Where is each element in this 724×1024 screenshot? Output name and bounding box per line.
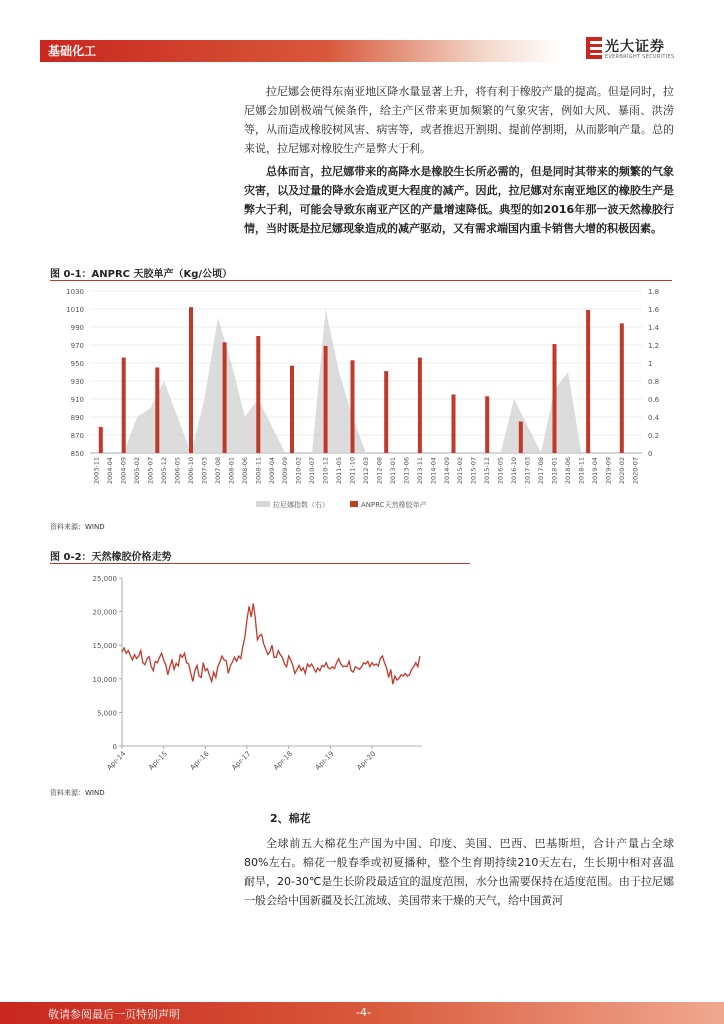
y-tick-label: 5,000 (96, 709, 117, 718)
yield-bar (324, 346, 328, 453)
yield-bar (99, 427, 103, 453)
section-heading-cotton: 2、棉花 (270, 812, 311, 825)
x-tick-label: 2015-07 (469, 457, 478, 485)
x-tick-label: 2018-06 (563, 457, 572, 485)
header-bar (40, 40, 560, 62)
x-tick-label: 2014-04 (429, 457, 438, 485)
legend-label-yield: ANPRC天然橡胶单产 (361, 501, 427, 509)
x-tick-label: 2020-02 (617, 457, 626, 485)
y-left-tick-label: 1010 (66, 306, 84, 314)
y-left-tick-label: 970 (70, 342, 84, 350)
page-number: -4- (356, 1006, 371, 1019)
yield-bar (586, 310, 590, 453)
y-right-tick-label: 1.4 (648, 324, 660, 332)
y-left-tick-label: 1030 (66, 288, 84, 296)
yield-bar (223, 342, 227, 453)
x-tick-label: 2017-03 (523, 457, 532, 485)
y-right-tick-label: 0.4 (648, 414, 660, 422)
y-tick-label: 25,000 (92, 575, 117, 583)
x-tick-label: 2009-09 (281, 457, 290, 485)
x-tick-label: 2018-11 (577, 457, 586, 485)
yield-bar (418, 358, 422, 453)
yield-bar (519, 422, 523, 454)
x-tick-label: Apr-15 (147, 749, 170, 772)
x-tick-label: 2019-09 (604, 457, 613, 485)
x-tick-label: 2014-09 (442, 457, 451, 485)
x-tick-label: 2004-04 (106, 457, 115, 485)
x-tick-label: 2005-12 (160, 457, 169, 485)
x-tick-label: 2008-06 (240, 457, 249, 485)
y-right-tick-label: 0.2 (648, 432, 660, 440)
legend-swatch-la-nina (256, 501, 270, 507)
logo-english-name: EVERBRIGHT SECURITIES (605, 54, 675, 60)
x-tick-label: 2006-10 (186, 457, 195, 485)
y-right-tick-label: 0.6 (648, 396, 660, 404)
yield-bar (290, 366, 294, 453)
y-right-tick-label: 1.2 (648, 342, 660, 350)
figure1-rule (50, 280, 672, 281)
x-tick-label: 2009-04 (267, 457, 276, 485)
x-tick-label: 2008-01 (227, 457, 236, 485)
y-tick-label: 15,000 (92, 642, 117, 651)
y-left-tick-label: 950 (70, 360, 84, 368)
figure2-source: 资料来源：WIND (50, 789, 105, 797)
yield-bar (452, 395, 456, 454)
y-left-tick-label: 930 (70, 378, 84, 386)
yield-bar (384, 371, 388, 453)
y-right-tick-label: 1 (648, 360, 653, 368)
figure2-rule (50, 563, 470, 564)
y-right-tick-label: 0.8 (648, 378, 660, 386)
header-section-label: 基础化工 (48, 44, 97, 58)
yield-bar (485, 396, 489, 453)
y-left-tick-label: 910 (70, 396, 84, 404)
x-tick-label: 2011-10 (348, 457, 357, 485)
x-tick-label: 2016-10 (510, 457, 519, 485)
x-tick-label: 2011-05 (335, 457, 344, 485)
x-tick-label: 2003-11 (92, 457, 101, 485)
x-tick-label: 2012-03 (362, 457, 370, 485)
y-right-tick-label: 1.8 (648, 288, 660, 296)
x-tick-label: Apr-19 (313, 749, 336, 772)
x-tick-label: 2013-11 (415, 457, 424, 485)
yield-bar (122, 358, 126, 453)
x-tick-label: 2007-03 (200, 457, 209, 485)
yield-bar (351, 360, 355, 453)
paragraph-3: 全球前五大棉花生产国为中国、印度、美国、巴西、巴基斯坦，合计产量占全球80%左右。棉花一般春季或初夏播种，整个生育期持续210天左右，生长期中相对喜温耐旱，20-30℃是生长阶段最适宜的温度范围，水分也需要保持在适度范围。由于拉尼娜一般会给中国新疆及长江流域、美国带来干燥的天气，给中国黄河 (244, 837, 674, 907)
anprc-yield-chart (50, 283, 672, 515)
x-tick-label: 2013-01 (388, 457, 397, 485)
legend-swatch-yield (350, 501, 358, 507)
x-tick-label: Apr-16 (188, 749, 211, 772)
y-tick-label: 20,000 (92, 608, 117, 617)
x-tick-label: 2018-01 (550, 457, 559, 485)
x-tick-label: 2005-02 (133, 457, 142, 485)
yield-bar (155, 368, 159, 454)
x-tick-label: 2010-12 (321, 457, 330, 485)
x-tick-label: 2013-06 (402, 457, 411, 485)
y-right-tick-label: 1.6 (648, 306, 660, 314)
logo-chinese-name: 光大证券 (605, 39, 665, 55)
x-tick-label: 2010-02 (294, 457, 303, 485)
everbright-logo-icon (586, 37, 602, 59)
paragraph-2: 总体而言，拉尼娜带来的高降水是橡胶生长所必需的，但是同时其带来的频繁的气象灾害，以及过量的降水会造成更大程度的减产。因此，拉尼娜对东南亚地区的橡胶生产是弊大于利，可能会导致东南亚产区的产量增速降低。典型的如2016年那一波天然橡胶行情，当时既是拉尼娜现象造成的减产驱动，又有需求端国内重卡销售大增的积极因素。 (244, 165, 674, 235)
x-tick-label: Apr-17 (230, 749, 253, 772)
y-left-tick-label: 990 (70, 324, 84, 332)
footer-disclaimer-link[interactable]: 敬请参阅最后一页特别声明 (48, 1008, 180, 1021)
figure1-title: 图 0-1：ANPRC 天胶单产（Kg/公顷） (50, 269, 233, 280)
yield-bar (189, 307, 193, 453)
x-tick-label: 2006-05 (173, 457, 182, 485)
figure2-title: 图 0-2：天然橡胶价格走势 (50, 552, 172, 563)
x-tick-label: 2020-07 (631, 457, 640, 485)
x-tick-label: 2008-11 (254, 457, 263, 485)
y-left-tick-label: 850 (70, 450, 84, 458)
price-series-line (122, 604, 420, 685)
y-right-tick-label: 0 (648, 450, 653, 458)
x-tick-label: Apr-20 (355, 749, 378, 772)
figure1-source: 资料来源：WIND (50, 523, 105, 531)
x-tick-label: 2004-09 (119, 457, 128, 485)
x-tick-label: Apr-18 (272, 749, 295, 772)
yield-bar (256, 336, 260, 453)
x-tick-label: 2015-12 (483, 457, 492, 485)
rubber-price-chart (50, 566, 470, 784)
x-tick-label: 2010-07 (308, 457, 317, 485)
y-left-tick-label: 890 (70, 414, 84, 422)
x-tick-label: 2007-08 (213, 457, 222, 485)
x-tick-label: 2012-08 (375, 457, 384, 485)
legend-label-la-nina: 拉尼娜指数（右） (273, 501, 329, 509)
x-tick-label: 2015-02 (456, 457, 465, 485)
x-tick-label: Apr-14 (105, 749, 128, 772)
x-tick-label: 2016-05 (496, 457, 505, 485)
yield-bar (553, 344, 557, 453)
y-left-tick-label: 870 (70, 432, 84, 440)
yield-bar (620, 323, 624, 453)
y-tick-label: 10,000 (92, 675, 117, 684)
x-tick-label: 2017-08 (537, 457, 546, 485)
x-tick-label: 2019-04 (590, 457, 599, 485)
x-tick-label: 2005-07 (146, 457, 155, 485)
y-tick-label: 0 (112, 743, 117, 751)
paragraph-1: 拉尼娜会使得东南亚地区降水量显著上升，将有利于橡胶产量的提高。但是同时，拉尼娜会加剧极端气候条件，给主产区带来更加频繁的气象灾害，例如大风、暴雨、洪涝等，从而造成橡胶树风害、病害等，或者推迟开割期、提前停割期，从而影响产量。总的来说，拉尼娜对橡胶生产是弊大于利。 (244, 85, 674, 155)
